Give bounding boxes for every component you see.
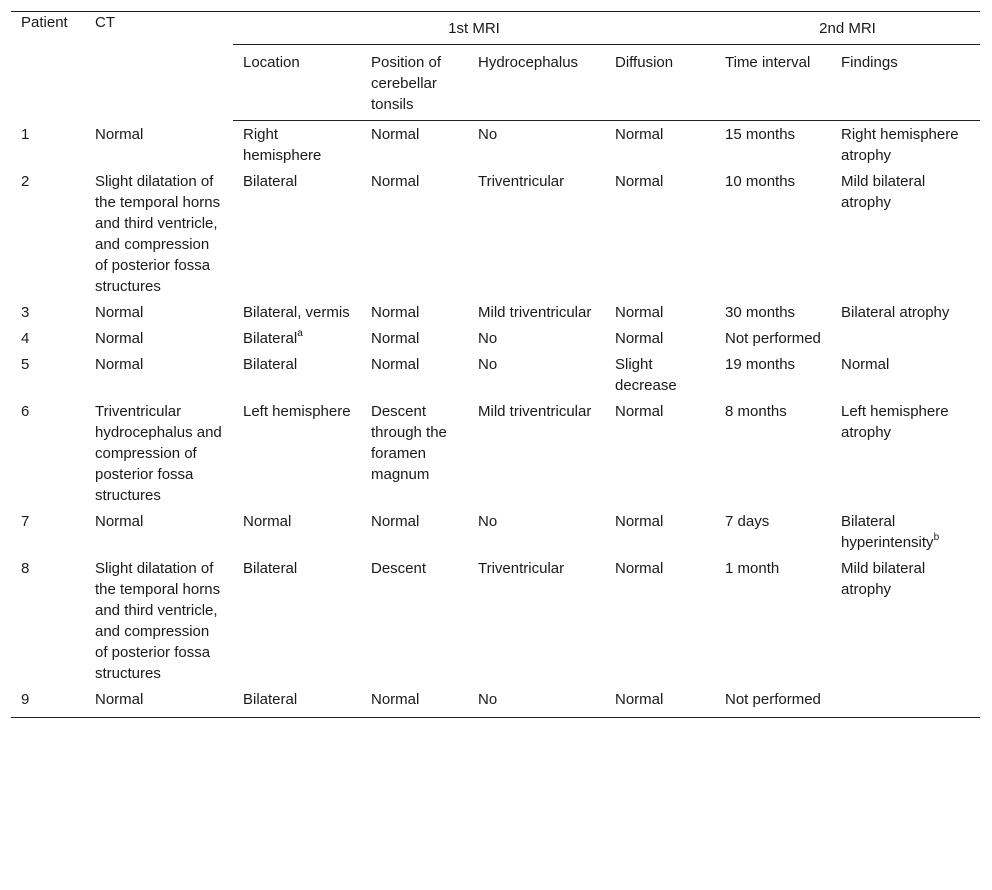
cell-position bbox=[361, 299, 468, 325]
cell-location-text: Bilateral, vermis bbox=[243, 304, 350, 321]
cell-diffusion-text: Normal bbox=[615, 513, 664, 530]
cell-ct-text: Normal bbox=[95, 125, 144, 143]
cell-position bbox=[361, 168, 468, 299]
cell-location-text: Bilateral bbox=[243, 691, 298, 708]
table-row bbox=[11, 168, 980, 299]
cell-patient bbox=[11, 686, 85, 718]
cell-hydrocephalus bbox=[468, 299, 605, 325]
cell-patient bbox=[11, 351, 85, 398]
cell-diffusion-text: Normal bbox=[615, 173, 664, 190]
cell-ct-text: Normal bbox=[95, 691, 144, 708]
table-row bbox=[11, 686, 980, 718]
cell-patient bbox=[11, 299, 85, 325]
cell-diffusion-text: Normal bbox=[615, 126, 664, 143]
cell-time-interval-text: 30 months bbox=[725, 304, 796, 321]
cell-ct-text: Triventricular hydrocephalus and compression of posterior fossa structures bbox=[95, 403, 222, 504]
cell-hydrocephalus bbox=[468, 121, 605, 169]
cell-location-text: Left hemisphere bbox=[243, 403, 351, 420]
cell-location bbox=[233, 508, 361, 555]
cell-location bbox=[233, 168, 361, 299]
mri-findings-table bbox=[11, 11, 980, 718]
cell-position bbox=[361, 325, 468, 351]
table-row bbox=[11, 325, 980, 351]
cell-time-interval-text: Not performed bbox=[725, 691, 821, 708]
header-2nd-mri: 2nd MRI bbox=[715, 12, 980, 45]
cell-ct-text: Normal bbox=[95, 330, 144, 347]
cell-patient-text: 8 bbox=[21, 560, 30, 577]
cell-location bbox=[233, 299, 361, 325]
cell-findings bbox=[831, 686, 980, 718]
cell-ct-text: Normal bbox=[95, 304, 144, 321]
cell-position bbox=[361, 121, 468, 169]
cell-location-text: Bilateral bbox=[243, 560, 298, 577]
cell-position-text: Normal bbox=[371, 304, 420, 321]
cell-time-interval bbox=[715, 299, 831, 325]
cell-hydrocephalus-text: Mild triventricular bbox=[478, 304, 592, 321]
cell-hydrocephalus-text: Triventricular bbox=[478, 173, 565, 190]
cell-findings-text: Mild bilateral atrophy bbox=[841, 560, 926, 598]
cell-patient bbox=[11, 121, 85, 169]
cell-diffusion-text: Normal bbox=[615, 304, 664, 321]
cell-findings-text: Right hemisphere atrophy bbox=[841, 126, 959, 164]
cell-location-text: Bilateral bbox=[243, 173, 298, 190]
header-1st-mri: 1st MRI bbox=[233, 12, 715, 45]
cell-hydrocephalus-text: Mild triventricular bbox=[478, 403, 592, 420]
cell-position bbox=[361, 555, 468, 686]
cell-diffusion bbox=[605, 555, 715, 686]
cell-findings bbox=[831, 351, 980, 398]
cell-time-interval bbox=[715, 168, 831, 299]
cell-hydrocephalus bbox=[468, 555, 605, 686]
cell-diffusion-text: Normal bbox=[615, 330, 664, 347]
cell-ct bbox=[85, 508, 233, 555]
cell-ct-text: Slight dilatation of the temporal horns and third ventricle, and compression of posterior fossa structures bbox=[95, 560, 221, 682]
cell-location bbox=[233, 555, 361, 686]
header-patient: Patient bbox=[11, 12, 85, 121]
cell-ct bbox=[85, 555, 233, 686]
cell-findings-text: Left hemisphere atrophy bbox=[841, 403, 949, 441]
cell-patient-text: 7 bbox=[21, 513, 30, 530]
cell-time-interval bbox=[715, 555, 831, 686]
cell-diffusion bbox=[605, 325, 715, 351]
cell-patient-text: 2 bbox=[21, 173, 30, 190]
table-row bbox=[11, 398, 980, 508]
cell-position-text: Normal bbox=[371, 126, 420, 143]
cell-ct-text: Slight dilatation of the temporal horns and third ventricle, and compression of posterior fossa structures bbox=[95, 173, 221, 295]
cell-hydrocephalus-text: No bbox=[478, 691, 498, 708]
table-body bbox=[11, 121, 980, 718]
cell-location-text: Bilateral bbox=[243, 330, 298, 347]
cell-time-interval bbox=[715, 398, 831, 508]
cell-hydrocephalus-text: Triventricular bbox=[478, 560, 565, 577]
cell-location-text: Normal bbox=[243, 513, 292, 530]
cell-position-text: Normal bbox=[371, 173, 420, 190]
cell-hydrocephalus bbox=[468, 686, 605, 718]
cell-position bbox=[361, 508, 468, 555]
cell-hydrocephalus-text: No bbox=[478, 330, 498, 347]
cell-hydrocephalus-text: No bbox=[478, 513, 498, 530]
header-findings: Findings bbox=[831, 45, 980, 121]
cell-patient-text: 5 bbox=[21, 356, 30, 373]
cell-time-interval-text: 7 days bbox=[725, 513, 770, 530]
cell-location bbox=[233, 121, 361, 169]
cell-findings bbox=[831, 398, 980, 508]
cell-ct-text: Normal bbox=[95, 513, 144, 530]
cell-location bbox=[233, 325, 361, 351]
cell-ct bbox=[85, 299, 233, 325]
cell-patient bbox=[11, 555, 85, 686]
cell-time-interval-text: 19 months bbox=[725, 356, 796, 373]
cell-patient bbox=[11, 168, 85, 299]
cell-patient-text: 9 bbox=[21, 691, 30, 708]
cell-patient bbox=[11, 325, 85, 351]
table-row bbox=[11, 555, 980, 686]
cell-time-interval-text: 8 months bbox=[725, 403, 787, 420]
cell-ct bbox=[85, 168, 233, 299]
cell-position-text: Normal bbox=[371, 330, 420, 347]
cell-diffusion-text: Normal bbox=[615, 691, 664, 708]
cell-findings bbox=[831, 508, 980, 555]
header-hydrocephalus: Hydrocephalus bbox=[468, 45, 605, 121]
table-row bbox=[11, 299, 980, 325]
cell-hydrocephalus-text: No bbox=[478, 126, 498, 143]
cell-time-interval bbox=[715, 121, 831, 169]
cell-position-text: Normal bbox=[371, 691, 420, 708]
cell-location bbox=[233, 398, 361, 508]
cell-diffusion bbox=[605, 508, 715, 555]
table-row bbox=[11, 121, 980, 169]
cell-ct bbox=[85, 398, 233, 508]
cell-findings bbox=[831, 325, 980, 351]
header-group-row bbox=[11, 12, 980, 45]
header-position: Position of cerebellar tonsils bbox=[361, 45, 468, 121]
cell-hydrocephalus bbox=[468, 398, 605, 508]
cell-ct bbox=[85, 325, 233, 351]
footnote-marker: a bbox=[297, 328, 303, 339]
cell-findings-text: Bilateral atrophy bbox=[841, 304, 950, 321]
cell-findings-text: Normal bbox=[841, 356, 890, 373]
cell-diffusion-text: Normal bbox=[615, 560, 664, 577]
cell-position-text: Descent through the foramen magnum bbox=[371, 403, 447, 483]
cell-hydrocephalus bbox=[468, 325, 605, 351]
cell-time-interval bbox=[715, 508, 831, 555]
cell-diffusion bbox=[605, 168, 715, 299]
cell-time-interval bbox=[715, 351, 831, 398]
cell-findings bbox=[831, 555, 980, 686]
cell-diffusion bbox=[605, 398, 715, 508]
cell-time-interval bbox=[715, 686, 831, 718]
header-ct: CT bbox=[85, 12, 233, 121]
cell-position-text: Descent bbox=[371, 560, 427, 577]
cell-findings-text: Bilateral hyperintensity bbox=[841, 513, 934, 551]
cell-findings bbox=[831, 299, 980, 325]
cell-findings-text: Mild bilateral atrophy bbox=[841, 173, 926, 211]
header-location: Location bbox=[233, 45, 361, 121]
cell-diffusion bbox=[605, 351, 715, 398]
cell-time-interval-text: 15 months bbox=[725, 126, 796, 143]
cell-position bbox=[361, 398, 468, 508]
cell-location bbox=[233, 686, 361, 718]
cell-findings bbox=[831, 168, 980, 299]
cell-ct bbox=[85, 686, 233, 718]
footnote-marker: b bbox=[933, 532, 940, 543]
cell-position-text: Normal bbox=[371, 356, 420, 373]
cell-patient-text: 4 bbox=[21, 330, 30, 347]
cell-time-interval-text: 1 month bbox=[725, 560, 780, 577]
cell-hydrocephalus bbox=[468, 168, 605, 299]
cell-ct-text: Normal bbox=[95, 356, 144, 373]
cell-diffusion-text: Normal bbox=[615, 403, 664, 420]
cell-diffusion-text: Slight decrease bbox=[615, 356, 677, 394]
cell-time-interval bbox=[715, 325, 831, 351]
cell-patient-text: 1 bbox=[21, 125, 30, 143]
header-time-interval: Time interval bbox=[715, 45, 831, 121]
cell-findings bbox=[831, 121, 980, 169]
cell-location-text: Right hemisphere bbox=[243, 126, 322, 164]
table-row bbox=[11, 351, 980, 398]
cell-hydrocephalus-text: No bbox=[478, 356, 498, 373]
header-diffusion: Diffusion bbox=[605, 45, 715, 121]
cell-location bbox=[233, 351, 361, 398]
cell-ct bbox=[85, 351, 233, 398]
cell-position bbox=[361, 351, 468, 398]
cell-ct bbox=[85, 121, 233, 169]
cell-diffusion bbox=[605, 299, 715, 325]
cell-diffusion bbox=[605, 686, 715, 718]
cell-patient bbox=[11, 398, 85, 508]
cell-position bbox=[361, 686, 468, 718]
cell-patient-text: 3 bbox=[21, 304, 30, 321]
cell-time-interval-text: 10 months bbox=[725, 173, 796, 190]
table-row bbox=[11, 508, 980, 555]
cell-position-text: Normal bbox=[371, 513, 420, 530]
cell-hydrocephalus bbox=[468, 351, 605, 398]
cell-time-interval-text: Not performed bbox=[725, 330, 821, 347]
cell-patient-text: 6 bbox=[21, 403, 30, 420]
cell-location-text: Bilateral bbox=[243, 356, 298, 373]
cell-diffusion bbox=[605, 121, 715, 169]
cell-hydrocephalus bbox=[468, 508, 605, 555]
cell-patient bbox=[11, 508, 85, 555]
